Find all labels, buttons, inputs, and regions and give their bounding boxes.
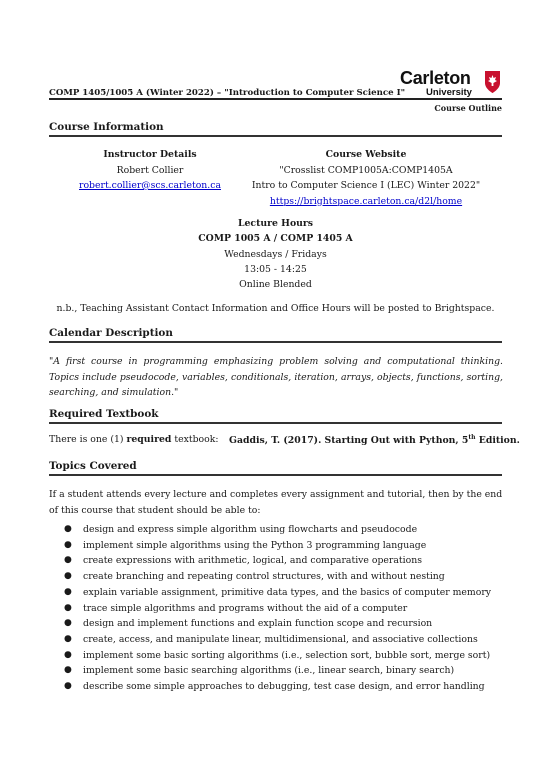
textbook-edition-suffix: th (468, 434, 476, 441)
bullet-icon: ● (64, 555, 72, 566)
lecture-time: 13:05 - 14:25 (244, 264, 307, 275)
calendar-description-text: "A first course in programming emphasizing problem solving and computational thinking. Topics include pseudocode, variables, conditionals, iteration, arrays, objects, functions, sorting, searching, and simulation." (49, 356, 503, 398)
section-heading-required-textbook: Required Textbook (49, 408, 159, 420)
topic-list-item (49, 522, 509, 538)
topics-list (49, 522, 509, 695)
topic-text: create branching and repeating control structures, with and without nesting (83, 571, 445, 583)
textbook-lead-prefix: There is one (1) (49, 434, 127, 445)
instructor-name: Robert Collier (116, 164, 184, 176)
website-heading: Course Website (325, 149, 407, 160)
bullet-icon: ● (64, 586, 72, 597)
topic-list-item (49, 569, 509, 585)
bullet-icon: ● (64, 539, 72, 550)
topic-text: implement some basic searching algorithms (i.e., linear search, binary search) (83, 665, 455, 677)
lecture-days: Wednesdays / Fridays (224, 249, 327, 260)
lecture-mode: Online Blended (239, 279, 312, 290)
instructor-email-link[interactable]: robert.collier@scs.carleton.ca (79, 180, 221, 191)
instructor-details (76, 147, 224, 194)
instructor-heading: Instructor Details (103, 149, 197, 160)
textbook-citation (229, 434, 520, 446)
topic-list-item (49, 616, 509, 632)
section-heading-course-information: Course Information (49, 121, 164, 133)
topic-text: implement some basic sorting algorithms (i.e., selection sort, bubble sort, merge sort) (83, 649, 491, 661)
section-divider (49, 474, 502, 476)
topic-text: create, access, and manipulate linear, multidimensional, and associative collections (83, 633, 478, 645)
bullet-icon: ● (64, 649, 72, 660)
crest-icon (484, 70, 501, 94)
topic-list-item (49, 679, 509, 695)
topic-text: describe some simple approaches to debugging, test case design, and error handling (83, 681, 485, 693)
ta-note: n.b., Teaching Assistant Contact Information and Office Hours will be posted to Brightspace. (56, 303, 495, 314)
topic-list-item (49, 585, 509, 601)
section-heading-topics-covered: Topics Covered (49, 460, 137, 472)
carleton-logo (400, 68, 502, 100)
section-heading-calendar-description: Calendar Description (49, 327, 173, 339)
bullet-icon: ● (64, 602, 72, 613)
topic-text: design and express simple algorithm using flowcharts and pseudocode (83, 524, 418, 535)
section-divider (49, 422, 502, 424)
logo-name: Carleton (400, 68, 471, 88)
website-url-link[interactable]: https://brightspace.carleton.ca/d2l/home (269, 195, 463, 207)
bullet-icon: ● (64, 665, 72, 676)
textbook-lead-suffix: textbook: (171, 434, 219, 445)
topics-intro: If a student attends every lecture and completes every assignment and tutorial, then by the end of this course that student should be able to: (49, 489, 503, 516)
topic-list-item (49, 553, 509, 569)
topic-list-item (49, 648, 509, 664)
logo-subtitle: University (426, 87, 472, 98)
topic-list-item (49, 538, 509, 554)
topic-text: create expressions with arithmetic, logical, and comparative operations (83, 555, 422, 567)
topic-list-item (49, 601, 509, 617)
bullet-icon: ● (64, 633, 72, 644)
topic-text: design and implement functions and explain function scope and recursion (83, 618, 433, 630)
website-line-1: "Crosslist COMP1005A:COMP1405A (279, 164, 453, 176)
section-divider (49, 135, 502, 137)
header-divider (49, 98, 502, 100)
textbook-lead (49, 434, 218, 445)
course-website (244, 147, 488, 209)
lecture-hours-heading: Lecture Hours (237, 218, 314, 229)
lecture-courses: COMP 1005 A / COMP 1405 A (198, 233, 353, 244)
topic-text: implement simple algorithms using the Python 3 programming language (83, 539, 427, 551)
section-divider (49, 341, 502, 343)
bullet-icon: ● (64, 618, 72, 629)
outline-label: Course Outline (434, 103, 502, 113)
textbook-required-word: required (126, 434, 172, 445)
topic-text: explain variable assignment, primitive data types, and the basics of computer memory (83, 586, 492, 598)
course-code-title: COMP 1405/1005 A (Winter 2022) – "Introduction to Computer Science I" (49, 88, 406, 98)
topic-list-item (49, 632, 509, 648)
website-line-2: Intro to Computer Science I (LEC) Winter 2022" (251, 180, 481, 191)
textbook-title: Gaddis, T. (2017). Starting Out with Python, 5 (229, 435, 469, 447)
bullet-icon: ● (64, 524, 72, 534)
topic-list-item (49, 663, 509, 679)
topic-text: trace simple algorithms and programs without the aid of a computer (83, 602, 408, 614)
bullet-icon: ● (64, 681, 72, 692)
bullet-icon: ● (64, 571, 72, 582)
textbook-edition-word: Edition. (475, 435, 520, 447)
